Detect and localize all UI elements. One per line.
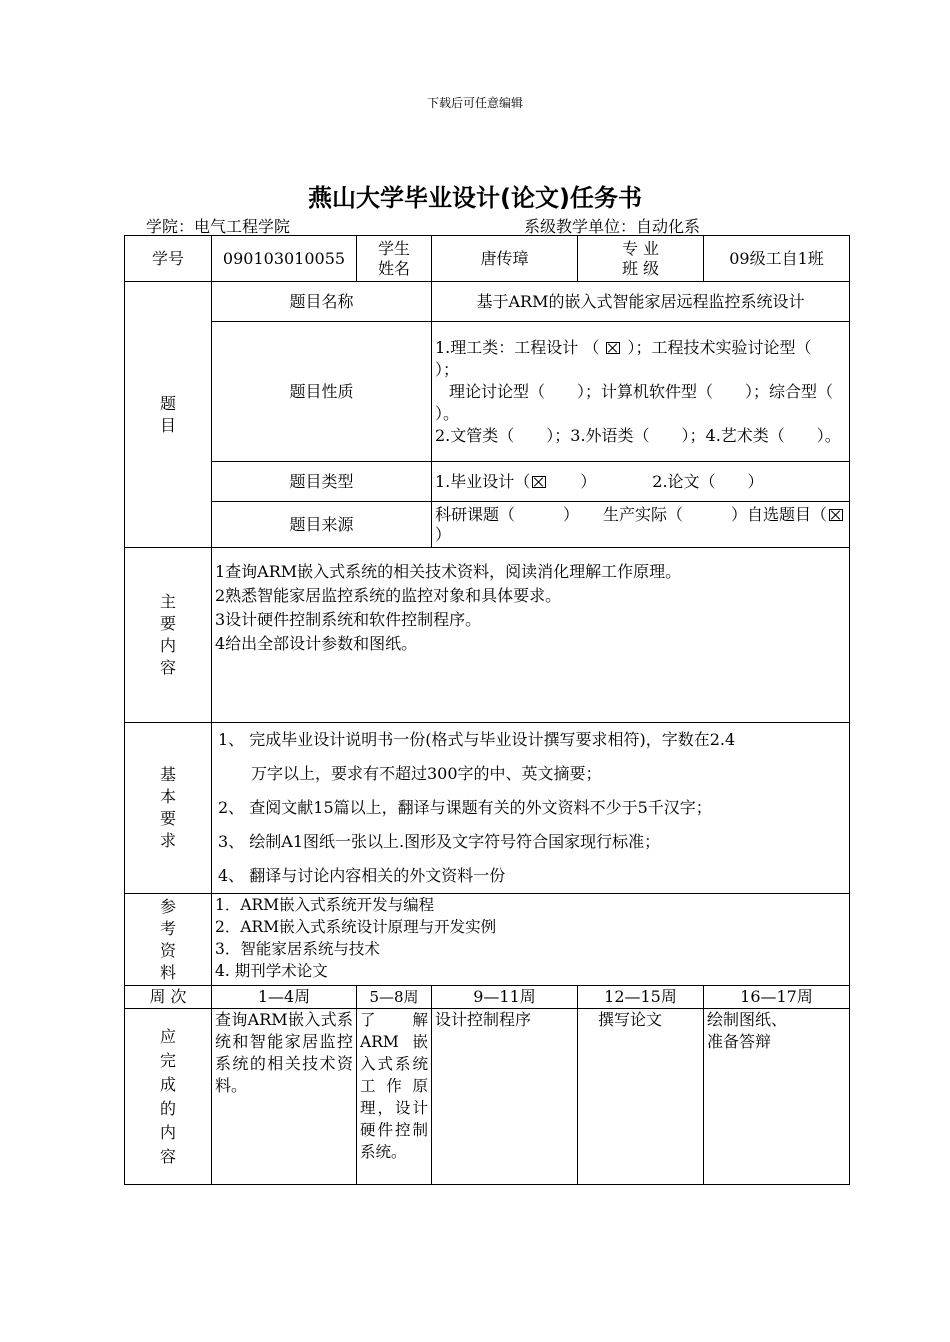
header-note: 下载后可任意编辑 [426, 96, 523, 110]
requirement-item: 1、 完成毕业设计说明书一份(格式与毕业设计撰写要求相符)，字数在2.4 [218, 730, 736, 749]
references-char: 参 [159, 896, 176, 916]
schedule-week-row [125, 986, 850, 1009]
requirements-char: 基 [159, 765, 176, 784]
type-value-b: ） 2.论文（ ） [548, 471, 764, 491]
references-char: 考 [159, 918, 176, 938]
reference-item: 4. 期刊学术论文 [215, 962, 328, 980]
schedule-content-label [125, 1009, 212, 1185]
source-value-b: ） [435, 524, 452, 544]
topic-nature-row [125, 322, 850, 462]
topic-section-label [125, 282, 212, 548]
references-char: 资 [159, 940, 176, 960]
major-class-label [578, 236, 704, 282]
schedule-content-cell: 设计控制程序 [432, 1009, 578, 1185]
student-name-label-1: 学生 [377, 238, 410, 258]
references-body [212, 894, 850, 986]
student-name-value: 唐传璋 [432, 236, 578, 282]
schedule-char: 完 [159, 1050, 176, 1070]
main-content-char: 容 [159, 658, 176, 677]
main-content-char: 要 [159, 614, 176, 633]
student-name-label-2: 姓名 [377, 258, 410, 278]
schedule-char: 内 [159, 1122, 176, 1142]
topic-source-value [432, 502, 850, 548]
week-header: 16—17周 [704, 986, 850, 1009]
requirement-item: 3、 绘制A1图纸一张以上.图形及文字符号符合国家现行标准； [218, 832, 661, 851]
student-info-row [125, 236, 850, 282]
schedule-char: 应 [159, 1026, 176, 1046]
main-content-item: 2熟悉智能家居监控系统的监控对象和具体要求。 [215, 586, 562, 605]
schedule-final-content: 绘制图纸、准备答辩 [707, 1010, 788, 1051]
main-content-char: 内 [159, 636, 176, 655]
topic-nature-value [432, 322, 850, 462]
topic-name-value: 基于ARM的嵌入式智能家居远程监控系统设计 [432, 282, 850, 322]
checked-box-icon [829, 509, 843, 521]
requirements-row [125, 723, 850, 894]
checked-box-icon [606, 342, 620, 354]
requirement-item-continued: 万字以上，要求有不超过300字的中、英文摘要； [251, 764, 602, 783]
nature-line-2: ）； [435, 359, 460, 379]
task-table [124, 235, 850, 1185]
week-header: 9—11周 [432, 986, 578, 1009]
requirement-item: 2、 查阅文献15篇以上，翻译与课题有关的外文资料不少于5千汉字； [218, 798, 712, 817]
main-content-row [125, 548, 850, 723]
week-header: 12—15周 [578, 986, 704, 1009]
references-row [125, 894, 850, 986]
topic-source-row [125, 502, 850, 548]
class-label: 班 级 [621, 258, 660, 278]
student-id-value: 090103010055 [212, 236, 357, 282]
requirements-char: 要 [159, 809, 176, 828]
reference-item: 1．ARM嵌入式系统开发与编程 [215, 896, 435, 914]
nature-line-3: 理论讨论型（ ）；计算机软件型（ ）；综合型（ [449, 381, 834, 401]
topic-nature-label: 题目性质 [212, 322, 432, 462]
checked-box-icon [532, 476, 546, 488]
topic-type-label: 题目类型 [212, 462, 432, 502]
schedule-content-cell: 查询ARM嵌入式系统和智能家居监控系统的相关技术资料。 [212, 1009, 357, 1185]
topic-type-row [125, 462, 850, 502]
document-title: 燕山大学毕业设计(论文)任务书 [308, 184, 642, 212]
schedule-char: 容 [159, 1146, 176, 1166]
schedule-content-cell: 了解ARM嵌入式系统工作原理，设计硬件控制系统。 [357, 1009, 432, 1185]
type-value-a: 1.毕业设计（ [435, 471, 531, 491]
student-id-label: 学号 [125, 236, 212, 282]
main-content-item: 4给出全部设计参数和图纸。 [215, 634, 418, 653]
college-label: 学院：电气工程学院 [146, 217, 291, 236]
requirements-char: 求 [159, 831, 176, 850]
schedule-char: 的 [159, 1098, 176, 1118]
references-section-label [125, 894, 212, 986]
requirement-item: 4、 翻译与讨论内容相关的外文资料一份 [218, 866, 506, 885]
major-label: 专 业 [621, 238, 660, 258]
week-header: 5—8周 [357, 986, 432, 1009]
nature-line-5: 2.文管类（ ）；3.外语类（ ）；4.艺术类（ ）。 [435, 425, 841, 445]
main-content-item: 1查询ARM嵌入式系统的相关技术资料，阅读消化理解工作原理。 [215, 562, 682, 581]
nature-line-1b: ）；工程技术实验讨论型（ [622, 337, 812, 357]
week-label: 周 次 [125, 986, 212, 1009]
schedule-content-cell [704, 1009, 850, 1185]
nature-line-1a: 1.理工类：工程设计 （ [435, 337, 605, 357]
week-header: 1—4周 [212, 986, 357, 1009]
topic-name-label: 题目名称 [212, 282, 432, 322]
topic-section-char: 题 [159, 393, 176, 413]
topic-source-label: 题目来源 [212, 502, 432, 548]
main-content-section-label [125, 548, 212, 723]
topic-section-char: 目 [159, 415, 176, 435]
topic-name-row [125, 282, 850, 322]
source-value-a: 科研课题（ ） 生产实际（ ）自选题目（ [435, 504, 828, 524]
schedule-content-cell: 撰写论文 [578, 1009, 704, 1185]
requirements-body [212, 723, 850, 894]
reference-item: 3．智能家居系统与技术 [215, 940, 380, 958]
reference-item: 2．ARM嵌入式系统设计原理与开发实例 [215, 918, 497, 936]
topic-type-value [432, 462, 850, 502]
main-content-body [212, 548, 850, 723]
main-content-item: 3设计硬件控制系统和软件控制程序。 [215, 610, 482, 629]
department-label: 系级教学单位：自动化系 [524, 217, 701, 236]
references-char: 料 [159, 962, 176, 982]
schedule-char: 成 [159, 1074, 176, 1094]
nature-line-4: ）。 [435, 403, 460, 423]
requirements-char: 本 [159, 787, 176, 806]
schedule-content-row [125, 1009, 850, 1185]
requirements-section-label [125, 723, 212, 894]
class-value: 09级工自1班 [704, 236, 850, 282]
student-name-label [357, 236, 432, 282]
main-content-char: 主 [159, 592, 176, 611]
